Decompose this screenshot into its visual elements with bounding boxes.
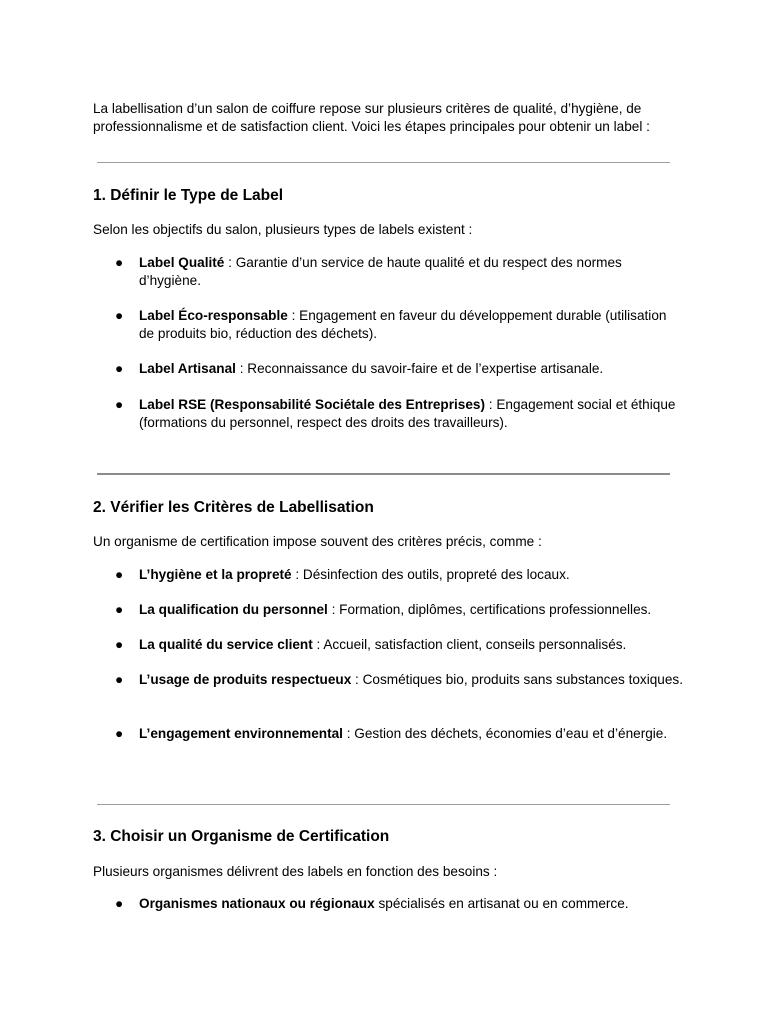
- section-divider: [97, 473, 670, 475]
- item-description: : Cosmétiques bio, produits sans substances toxiques.: [351, 672, 683, 687]
- bullet-icon: ●: [115, 255, 124, 270]
- item-term: Label Artisanal: [139, 361, 236, 376]
- list-item: [115, 307, 684, 343]
- bullet-icon: ●: [115, 361, 124, 376]
- section-2-lead: Un organisme de certification impose souvent des critères précis, comme :: [93, 534, 542, 549]
- bullet-icon: ●: [115, 896, 124, 911]
- item-description: : Reconnaissance du savoir-faire et de l’expertise artisanale.: [235, 361, 604, 376]
- item-description: : Formation, diplômes, certifications professionnelles.: [327, 602, 652, 617]
- section-divider: [97, 804, 670, 805]
- section-3-lead: Plusieurs organismes délivrent des labels en fonction des besoins :: [93, 864, 498, 879]
- item-term: La qualité du service client: [139, 637, 313, 652]
- item-term: La qualification du personnel: [139, 602, 328, 617]
- bullet-icon: ●: [115, 397, 124, 412]
- item-term: L’hygiène et la propreté: [139, 567, 292, 582]
- list-item: [115, 566, 684, 584]
- item-term: Label Éco-responsable: [139, 308, 288, 323]
- bullet-icon: ●: [115, 567, 124, 582]
- section-3-heading: 3. Choisir un Organisme de Certification: [93, 828, 390, 845]
- item-term: Label Qualité: [139, 255, 225, 270]
- item-description: : Garantie d’un service de haute qualité et du respect des normes d’hygiène.: [139, 255, 622, 288]
- list-item: [115, 671, 684, 689]
- item-description: : Engagement social et éthique (formations du personnel, respect des droits des travailleurs).: [139, 397, 676, 430]
- list-item: [115, 725, 684, 743]
- bullet-icon: ●: [115, 637, 124, 652]
- item-description: spécialisés en artisanat ou en commerce.: [374, 896, 629, 911]
- item-description: : Désinfection des outils, propreté des locaux.: [291, 567, 570, 582]
- bullet-icon: ●: [115, 726, 124, 741]
- bullet-icon: ●: [115, 308, 124, 323]
- section-2-heading: 2. Vérifier les Critères de Labellisation: [93, 499, 374, 516]
- list-item: [115, 601, 684, 619]
- bullet-icon: ●: [115, 602, 124, 617]
- item-term: Organismes nationaux ou régionaux: [139, 896, 375, 911]
- item-description: : Gestion des déchets, économies d’eau et d’énergie.: [342, 726, 668, 741]
- list-item: [115, 254, 684, 290]
- list-item: [115, 360, 684, 378]
- list-item: [115, 396, 684, 432]
- list-item: [115, 636, 684, 654]
- item-term: Label RSE (Responsabilité Sociétale des Entreprises): [139, 397, 485, 412]
- item-description: : Engagement en faveur du développement durable (utilisation de produits bio, réduction des déchets).: [139, 308, 667, 341]
- section-divider: [97, 162, 670, 163]
- item-term: L’engagement environnemental: [139, 726, 343, 741]
- section-1-heading: 1. Définir le Type de Label: [93, 187, 284, 204]
- list-item: [115, 895, 684, 913]
- item-term: L’usage de produits respectueux: [139, 672, 352, 687]
- item-description: : Accueil, satisfaction client, conseils personnalisés.: [312, 637, 627, 652]
- bullet-icon: ●: [115, 672, 124, 687]
- section-1-lead: Selon les objectifs du salon, plusieurs types de labels existent :: [93, 222, 473, 237]
- intro-paragraph: La labellisation d’un salon de coiffure repose sur plusieurs critères de qualité, d’hygiène, de professionnalisme et de satisfaction client. Voici les étapes principales pour obtenir un label :: [93, 101, 650, 134]
